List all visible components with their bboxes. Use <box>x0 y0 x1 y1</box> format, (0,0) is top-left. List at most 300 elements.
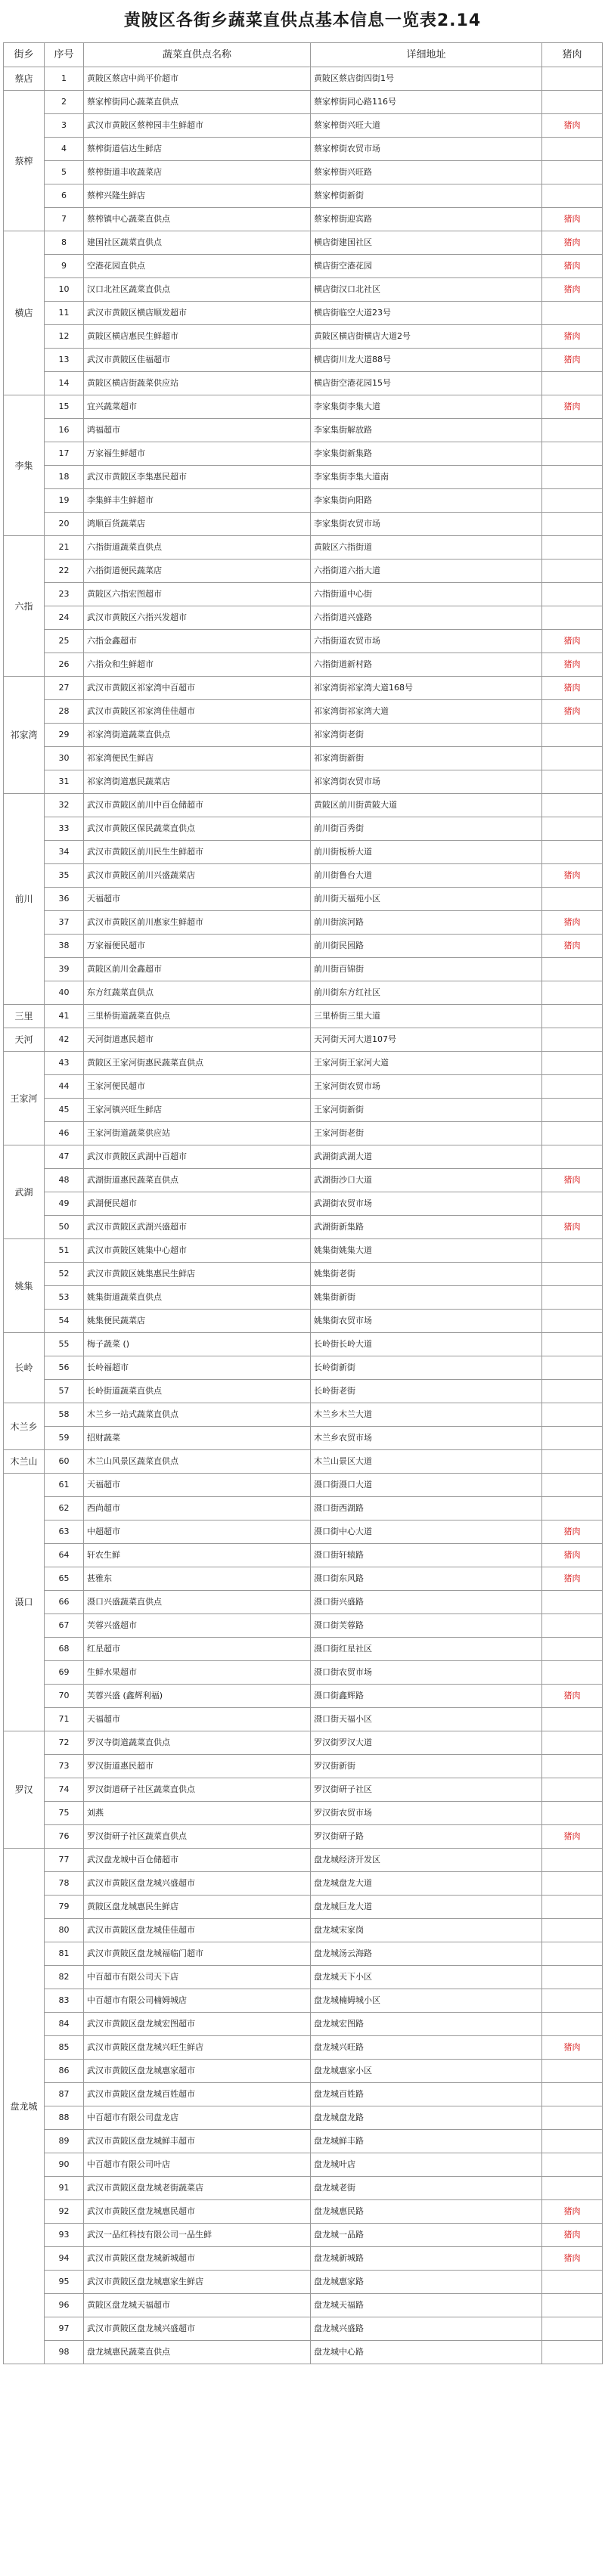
pork-cell: 猪肉 <box>542 1544 603 1567</box>
table-row <box>4 677 603 700</box>
address-cell: 前川街天福苑小区 <box>311 888 542 911</box>
town-cell: 三里 <box>4 1005 45 1028</box>
seq-cell: 54 <box>45 1310 84 1333</box>
name-cell: 武汉市黄陂区盘龙城老街蔬菜店 <box>84 2177 311 2200</box>
seq-cell: 18 <box>45 466 84 489</box>
pork-cell: 猪肉 <box>542 278 603 302</box>
pork-cell <box>542 1966 603 1989</box>
town-cell: 姚集 <box>4 1239 45 1333</box>
seq-cell: 27 <box>45 677 84 700</box>
pork-cell <box>542 583 603 606</box>
address-cell: 盘龙城中心路 <box>311 2341 542 2364</box>
pork-cell <box>542 1286 603 1310</box>
table-row <box>4 1192 603 1216</box>
supply-point-table <box>3 42 603 2364</box>
table-row <box>4 1099 603 1122</box>
address-cell: 王家河街农贸市场 <box>311 1075 542 1099</box>
pork-cell: 猪肉 <box>542 935 603 958</box>
seq-cell: 12 <box>45 325 84 349</box>
pork-cell: 猪肉 <box>542 2036 603 2060</box>
pork-cell <box>542 67 603 91</box>
table-row <box>4 536 603 560</box>
table-row <box>4 513 603 536</box>
seq-cell: 79 <box>45 1896 84 1919</box>
table-row <box>4 2177 603 2200</box>
name-cell: 万家福便民超市 <box>84 935 311 958</box>
name-cell: 武汉市黄陂区前川惠家生鲜超市 <box>84 911 311 935</box>
seq-cell: 22 <box>45 560 84 583</box>
pork-cell: 猪肉 <box>542 1520 603 1544</box>
name-cell: 万家福生鲜超市 <box>84 442 311 466</box>
table-row <box>4 1145 603 1169</box>
address-cell: 横店街川龙大道88号 <box>311 349 542 372</box>
table-row <box>4 1403 603 1427</box>
name-cell: 武汉市黄陂区六指兴发超市 <box>84 606 311 630</box>
name-cell: 天福超市 <box>84 1708 311 1731</box>
seq-cell: 73 <box>45 1755 84 1778</box>
seq-cell: 44 <box>45 1075 84 1099</box>
table-row <box>4 1919 603 1942</box>
seq-cell: 35 <box>45 864 84 888</box>
seq-cell: 93 <box>45 2224 84 2247</box>
table-row <box>4 583 603 606</box>
table-row <box>4 747 603 770</box>
table-row <box>4 770 603 794</box>
seq-cell: 77 <box>45 1849 84 1872</box>
address-cell: 滠口街轩辕路 <box>311 1544 542 1567</box>
pork-cell <box>542 1591 603 1614</box>
pork-cell <box>542 1052 603 1075</box>
pork-cell <box>542 794 603 817</box>
table-row <box>4 67 603 91</box>
address-cell: 祁家湾街新街 <box>311 747 542 770</box>
address-cell: 前川街板桥大道 <box>311 841 542 864</box>
address-cell: 武湖街新集路 <box>311 1216 542 1239</box>
pork-cell <box>542 1661 603 1685</box>
table-row <box>4 1427 603 1450</box>
address-cell: 姚集街老街 <box>311 1263 542 1286</box>
name-cell: 武汉市黄陂区姚集惠民生鲜店 <box>84 1263 311 1286</box>
town-cell: 盘龙城 <box>4 1849 45 2364</box>
name-cell: 梅子蔬菜 () <box>84 1333 311 1356</box>
table-row <box>4 1450 603 1474</box>
name-cell: 武汉市黄陂区姚集中心超市 <box>84 1239 311 1263</box>
pork-cell <box>542 91 603 114</box>
seq-cell: 65 <box>45 1567 84 1591</box>
name-cell: 武汉市黄陂区武湖中百超市 <box>84 1145 311 1169</box>
pork-cell <box>542 2083 603 2106</box>
name-cell: 武汉市黄陂区蔡榨园丰生鲜超市 <box>84 114 311 138</box>
seq-cell: 68 <box>45 1638 84 1661</box>
name-cell: 中百超市有限公司叶店 <box>84 2153 311 2177</box>
name-cell: 六指街道蔬菜直供点 <box>84 536 311 560</box>
address-cell: 蔡家榨街迎宾路 <box>311 208 542 231</box>
pork-cell: 猪肉 <box>542 2224 603 2247</box>
pork-cell <box>542 302 603 325</box>
table-row <box>4 1802 603 1825</box>
address-cell: 滠口街兴盛路 <box>311 1591 542 1614</box>
table-row <box>4 208 603 231</box>
address-cell: 罗汉街新街 <box>311 1755 542 1778</box>
address-cell: 盘龙城老街 <box>311 2177 542 2200</box>
table-row <box>4 1052 603 1075</box>
seq-cell: 23 <box>45 583 84 606</box>
pork-cell <box>542 2341 603 2364</box>
table-row <box>4 1966 603 1989</box>
pork-cell <box>542 1942 603 1966</box>
seq-cell: 64 <box>45 1544 84 1567</box>
table-row <box>4 1755 603 1778</box>
seq-cell: 63 <box>45 1520 84 1544</box>
name-cell: 武汉市黄陂区盘龙城惠民超市 <box>84 2200 311 2224</box>
name-cell: 黄陂区横店惠民生鲜超市 <box>84 325 311 349</box>
town-cell: 木兰乡 <box>4 1403 45 1450</box>
table-row <box>4 1028 603 1052</box>
name-cell: 武汉市黄陂区前川中百仓储超市 <box>84 794 311 817</box>
table-row <box>4 138 603 161</box>
seq-cell: 14 <box>45 372 84 395</box>
name-cell: 武湖街道惠民蔬菜直供点 <box>84 1169 311 1192</box>
address-cell: 六指街道兴盛路 <box>311 606 542 630</box>
name-cell: 鸿福超市 <box>84 419 311 442</box>
address-cell: 六指街道中心街 <box>311 583 542 606</box>
name-cell: 武汉一品红科技有限公司一品生鲜 <box>84 2224 311 2247</box>
table-row <box>4 1005 603 1028</box>
pork-cell: 猪肉 <box>542 864 603 888</box>
address-cell: 蔡家榨街新街 <box>311 184 542 208</box>
seq-cell: 5 <box>45 161 84 184</box>
address-cell: 前川街滨河路 <box>311 911 542 935</box>
name-cell: 黄陂区盘龙城惠民生鲜店 <box>84 1896 311 1919</box>
table-row <box>4 1520 603 1544</box>
table-row <box>4 1474 603 1497</box>
address-cell: 六指街道农贸市场 <box>311 630 542 653</box>
address-cell: 姚集街姚集大道 <box>311 1239 542 1263</box>
table-row <box>4 2130 603 2153</box>
seq-cell: 67 <box>45 1614 84 1638</box>
table-row <box>4 2106 603 2130</box>
seq-cell: 91 <box>45 2177 84 2200</box>
seq-cell: 30 <box>45 747 84 770</box>
pork-cell <box>542 2060 603 2083</box>
name-cell: 蔡榨兴隆生鲜店 <box>84 184 311 208</box>
address-cell: 盘龙城经济开发区 <box>311 1849 542 1872</box>
seq-cell: 46 <box>45 1122 84 1145</box>
seq-cell: 60 <box>45 1450 84 1474</box>
name-cell: 黄陂区横店街蔬菜供应站 <box>84 372 311 395</box>
table-row <box>4 1356 603 1380</box>
name-cell: 黄陂区蔡店中尚平价超市 <box>84 67 311 91</box>
address-cell: 盘龙城叶店 <box>311 2153 542 2177</box>
pork-cell <box>542 958 603 981</box>
address-cell: 长岭街老街 <box>311 1380 542 1403</box>
pork-cell <box>542 489 603 513</box>
table-row <box>4 888 603 911</box>
table-row <box>4 700 603 724</box>
seq-cell: 38 <box>45 935 84 958</box>
table-row <box>4 1497 603 1520</box>
seq-cell: 9 <box>45 255 84 278</box>
seq-cell: 37 <box>45 911 84 935</box>
address-cell: 罗汉街农贸市场 <box>311 1802 542 1825</box>
pork-cell: 猪肉 <box>542 325 603 349</box>
seq-cell: 36 <box>45 888 84 911</box>
address-cell: 横店街汉口北社区 <box>311 278 542 302</box>
seq-cell: 16 <box>45 419 84 442</box>
pork-cell <box>542 747 603 770</box>
seq-cell: 15 <box>45 395 84 419</box>
pork-cell <box>542 1099 603 1122</box>
seq-cell: 61 <box>45 1474 84 1497</box>
address-cell: 六指街道六指大道 <box>311 560 542 583</box>
address-cell: 盘龙城惠民路 <box>311 2200 542 2224</box>
name-cell: 长岭街道蔬菜直供点 <box>84 1380 311 1403</box>
table-row <box>4 1708 603 1731</box>
seq-cell: 10 <box>45 278 84 302</box>
name-cell: 黄陂区王家河街惠民蔬菜直供点 <box>84 1052 311 1075</box>
name-cell: 木兰乡一站式蔬菜直供点 <box>84 1403 311 1427</box>
address-cell: 盘龙城兴旺路 <box>311 2036 542 2060</box>
table-row <box>4 817 603 841</box>
address-cell: 前川街百秀街 <box>311 817 542 841</box>
seq-cell: 43 <box>45 1052 84 1075</box>
table-row <box>4 161 603 184</box>
name-cell: 罗汉街研子社区蔬菜直供点 <box>84 1825 311 1849</box>
pork-cell: 猪肉 <box>542 349 603 372</box>
seq-cell: 8 <box>45 231 84 255</box>
address-cell: 祁家湾街老街 <box>311 724 542 747</box>
address-cell: 滠口街农贸市场 <box>311 1661 542 1685</box>
town-cell: 横店 <box>4 231 45 395</box>
seq-cell: 1 <box>45 67 84 91</box>
table-row <box>4 1731 603 1755</box>
address-cell: 盘龙城宏图路 <box>311 2013 542 2036</box>
name-cell: 滠口兴盛蔬菜直供点 <box>84 1591 311 1614</box>
pork-cell: 猪肉 <box>542 114 603 138</box>
pork-cell <box>542 1403 603 1427</box>
table-row <box>4 2294 603 2317</box>
pork-cell <box>542 1192 603 1216</box>
address-cell: 滠口街芙蓉路 <box>311 1614 542 1638</box>
town-cell: 王家河 <box>4 1052 45 1145</box>
name-cell: 武汉市黄陂区武湖兴盛超市 <box>84 1216 311 1239</box>
seq-cell: 78 <box>45 1872 84 1896</box>
pork-cell <box>542 841 603 864</box>
name-cell: 黄陂区前川金鑫超市 <box>84 958 311 981</box>
seq-cell: 28 <box>45 700 84 724</box>
table-row <box>4 302 603 325</box>
seq-cell: 42 <box>45 1028 84 1052</box>
pork-cell <box>542 1333 603 1356</box>
pork-cell <box>542 1310 603 1333</box>
seq-cell: 57 <box>45 1380 84 1403</box>
seq-cell: 45 <box>45 1099 84 1122</box>
name-cell: 中百超市有限公司盘龙店 <box>84 2106 311 2130</box>
pork-cell <box>542 1239 603 1263</box>
table-row <box>4 1896 603 1919</box>
seq-cell: 56 <box>45 1356 84 1380</box>
seq-cell: 47 <box>45 1145 84 1169</box>
seq-cell: 52 <box>45 1263 84 1286</box>
seq-cell: 17 <box>45 442 84 466</box>
pork-cell <box>542 560 603 583</box>
pork-cell <box>542 2013 603 2036</box>
seq-cell: 11 <box>45 302 84 325</box>
pork-cell <box>542 1474 603 1497</box>
name-cell: 鸿顺百货蔬菜店 <box>84 513 311 536</box>
pork-cell <box>542 1075 603 1099</box>
address-cell: 姚集街新街 <box>311 1286 542 1310</box>
name-cell: 中百超市有限公司天下店 <box>84 1966 311 1989</box>
pork-cell <box>542 1122 603 1145</box>
name-cell: 武汉市黄陂区佳福超市 <box>84 349 311 372</box>
seq-cell: 25 <box>45 630 84 653</box>
address-cell: 滠口街东风路 <box>311 1567 542 1591</box>
name-cell: 蔡榨街道丰收蔬菜店 <box>84 161 311 184</box>
seq-cell: 94 <box>45 2247 84 2271</box>
address-cell: 王家河街王家河大道 <box>311 1052 542 1075</box>
seq-cell: 40 <box>45 981 84 1005</box>
address-cell: 盘龙城盘龙大道 <box>311 1872 542 1896</box>
address-cell: 王家河街新街 <box>311 1099 542 1122</box>
name-cell: 罗汉街道研子社区蔬菜直供点 <box>84 1778 311 1802</box>
name-cell: 东方红蔬菜直供点 <box>84 981 311 1005</box>
pork-cell: 猪肉 <box>542 630 603 653</box>
pork-cell: 猪肉 <box>542 255 603 278</box>
seq-cell: 85 <box>45 2036 84 2060</box>
address-cell: 祁家湾街祁家湾大道 <box>311 700 542 724</box>
table-row <box>4 184 603 208</box>
pork-cell: 猪肉 <box>542 653 603 677</box>
address-cell: 黄陂区六指街道 <box>311 536 542 560</box>
pork-cell <box>542 138 603 161</box>
table-row <box>4 1989 603 2013</box>
name-cell: 武汉市黄陂区保民蔬菜直供点 <box>84 817 311 841</box>
name-cell: 武汉市黄陂区盘龙城兴旺生鲜店 <box>84 2036 311 2060</box>
name-cell: 罗汉寺街道蔬菜直供点 <box>84 1731 311 1755</box>
address-cell: 罗汉街罗汉大道 <box>311 1731 542 1755</box>
seq-cell: 84 <box>45 2013 84 2036</box>
pork-cell <box>542 513 603 536</box>
name-cell: 祁家湾街道惠民蔬菜店 <box>84 770 311 794</box>
name-cell: 祁家湾街道蔬菜直供点 <box>84 724 311 747</box>
address-cell: 姚集街农贸市场 <box>311 1310 542 1333</box>
name-cell: 罗汉街道惠民超市 <box>84 1755 311 1778</box>
address-cell: 滠口街西湖路 <box>311 1497 542 1520</box>
name-cell: 武汉市黄陂区前川兴盛蔬菜店 <box>84 864 311 888</box>
table-row <box>4 114 603 138</box>
pork-cell <box>542 2106 603 2130</box>
table-row <box>4 2224 603 2247</box>
table-row <box>4 560 603 583</box>
seq-cell: 51 <box>45 1239 84 1263</box>
pork-cell <box>542 1849 603 1872</box>
address-cell: 盘龙城天福路 <box>311 2294 542 2317</box>
table-row <box>4 325 603 349</box>
table-row <box>4 442 603 466</box>
name-cell: 空港花园直供点 <box>84 255 311 278</box>
name-cell: 招财蔬菜 <box>84 1427 311 1450</box>
pork-cell: 猪肉 <box>542 1216 603 1239</box>
pork-cell <box>542 1005 603 1028</box>
name-cell: 长岭福超市 <box>84 1356 311 1380</box>
table-row <box>4 724 603 747</box>
table-row <box>4 1872 603 1896</box>
town-cell: 滠口 <box>4 1474 45 1731</box>
table-row <box>4 630 603 653</box>
seq-cell: 21 <box>45 536 84 560</box>
address-cell: 武湖街武湖大道 <box>311 1145 542 1169</box>
table-row <box>4 1661 603 1685</box>
pork-cell: 猪肉 <box>542 1169 603 1192</box>
address-cell: 盘龙城惠家小区 <box>311 2060 542 2083</box>
address-cell: 盘龙城楠姆城小区 <box>311 1989 542 2013</box>
name-cell: 红星超市 <box>84 1638 311 1661</box>
address-cell: 木兰乡木兰大道 <box>311 1403 542 1427</box>
header-name: 蔬菜直供点名称 <box>84 43 311 67</box>
pork-cell <box>542 1989 603 2013</box>
address-cell: 蔡家榨街兴旺路 <box>311 161 542 184</box>
address-cell: 蔡家榨街同心路116号 <box>311 91 542 114</box>
pork-cell <box>542 2317 603 2341</box>
seq-cell: 6 <box>45 184 84 208</box>
table-row <box>4 2200 603 2224</box>
table-row <box>4 2083 603 2106</box>
table-row <box>4 489 603 513</box>
table-row <box>4 2153 603 2177</box>
pork-cell <box>542 372 603 395</box>
pork-cell: 猪肉 <box>542 677 603 700</box>
address-cell: 滠口街鑫辉路 <box>311 1685 542 1708</box>
address-cell: 六指街道新村路 <box>311 653 542 677</box>
address-cell: 盘龙城天下小区 <box>311 1966 542 1989</box>
table-row <box>4 1591 603 1614</box>
town-cell: 天河 <box>4 1028 45 1052</box>
pork-cell <box>542 981 603 1005</box>
name-cell: 武汉市黄陂区盘龙城兴盛超市 <box>84 1872 311 1896</box>
address-cell: 前川街百锦街 <box>311 958 542 981</box>
pork-cell <box>542 1638 603 1661</box>
town-cell: 李集 <box>4 395 45 536</box>
seq-cell: 19 <box>45 489 84 513</box>
seq-cell: 69 <box>45 1661 84 1685</box>
table-row <box>4 278 603 302</box>
table-row <box>4 372 603 395</box>
name-cell: 西尚超市 <box>84 1497 311 1520</box>
table-row <box>4 1638 603 1661</box>
seq-cell: 26 <box>45 653 84 677</box>
address-cell: 前川街东方红社区 <box>311 981 542 1005</box>
name-cell: 武湖便民超市 <box>84 1192 311 1216</box>
table-row <box>4 864 603 888</box>
seq-cell: 81 <box>45 1942 84 1966</box>
table-row <box>4 1614 603 1638</box>
pork-cell <box>542 1450 603 1474</box>
pork-cell <box>542 161 603 184</box>
town-cell: 六指 <box>4 536 45 677</box>
pork-cell <box>542 1145 603 1169</box>
pork-cell: 猪肉 <box>542 2247 603 2271</box>
pork-cell <box>542 2271 603 2294</box>
address-cell: 盘龙城宋家岗 <box>311 1919 542 1942</box>
name-cell: 王家河便民超市 <box>84 1075 311 1099</box>
name-cell: 武汉市黄陂区李集惠民超市 <box>84 466 311 489</box>
pork-cell <box>542 1263 603 1286</box>
name-cell: 天福超市 <box>84 888 311 911</box>
name-cell: 蔡家榨街同心蔬菜直供点 <box>84 91 311 114</box>
table-row <box>4 231 603 255</box>
name-cell: 芙蓉兴盛 (鑫辉利福) <box>84 1685 311 1708</box>
